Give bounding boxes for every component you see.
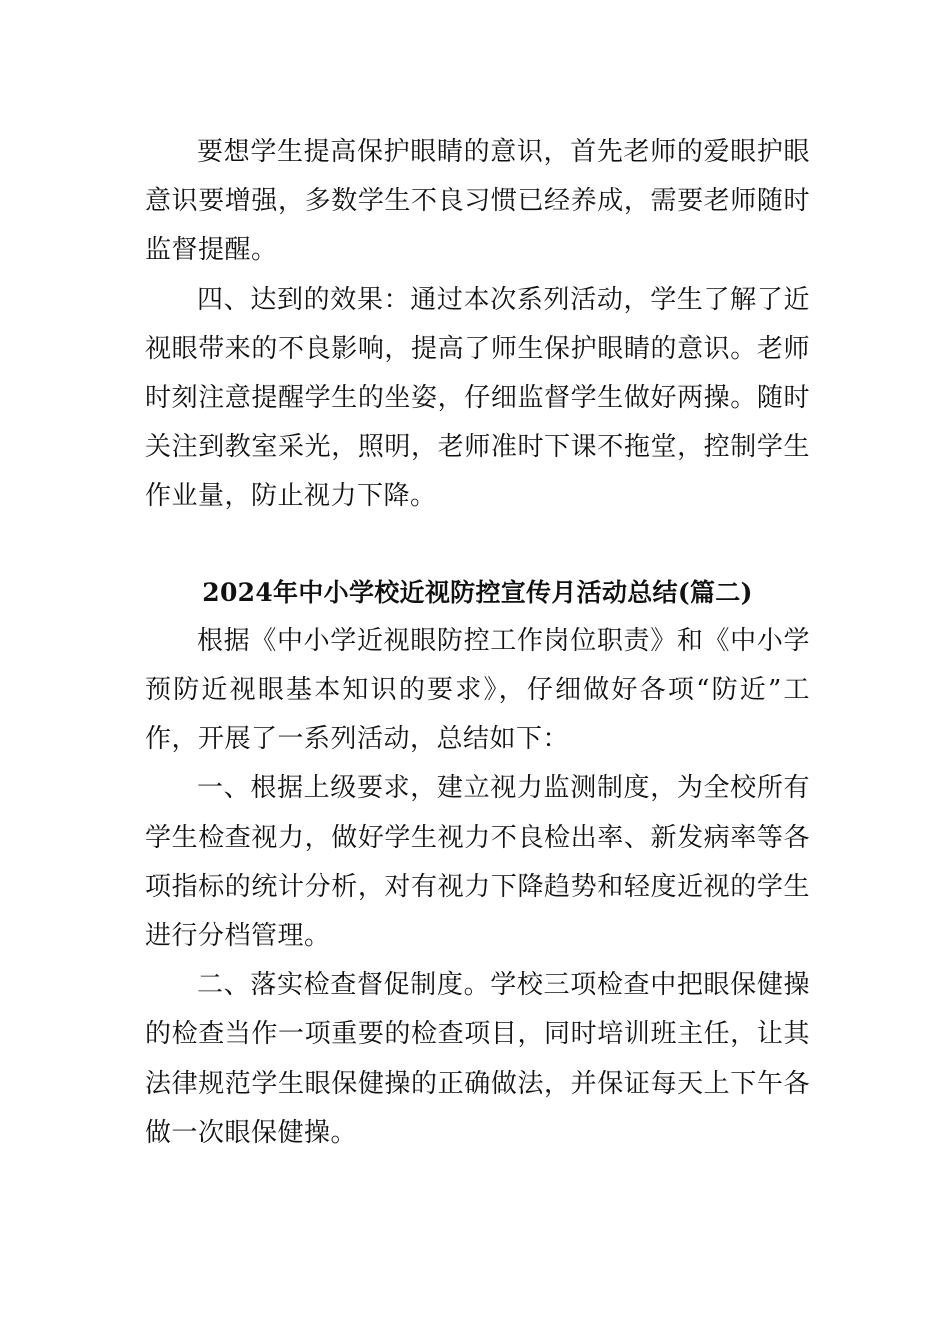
document-body (145, 128, 810, 1158)
paragraph-introduction: 根据《中小学近视眼防控工作岗位职责》和《中小学预防近视眼基本知识的要求》，仔细做好各项“防近”工作，开展了一系列活动，总结如下： (145, 625, 810, 755)
section-title: 2024年中小学校近视防控宣传月活动总结(篇二) (202, 577, 753, 607)
section-spacer (145, 522, 810, 568)
paragraph-vision-monitoring: 一、根据上级要求，建立视力监测制度，为全校所有学生检查视力，做好学生视力不良检出率、新发病率等各项指标的统计分析，对有视力下降趋势和轻度近视的学生进行分档管理。 (145, 773, 810, 952)
paragraph-eye-awareness: 要想学生提高保护眼睛的意识，首先老师的爱眼护眼意识要增强，多数学生不良习惯已经养成，需要老师随时监督提醒。 (145, 137, 810, 266)
paragraph-inspection-system: 二、落实检查督促制度。学校三项检查中把眼保健操的检查当作一项重要的检查项目，同时培训班主任，让其法律规范学生眼保健操的正确做法，并保证每天上下午各做一次眼保健操。 (145, 970, 810, 1148)
paragraph-results: 四、达到的效果：通过本次系列活动，学生了解了近视眼带来的不良影响，提高了师生保护眼睛的意识。老师时刻注意提醒学生的坐姿，仔细监督学生做好两操。随时关注到教室采光，照明，老师准时下课不拖堂，控制学生作业量，防止视力下降。 (145, 284, 810, 512)
